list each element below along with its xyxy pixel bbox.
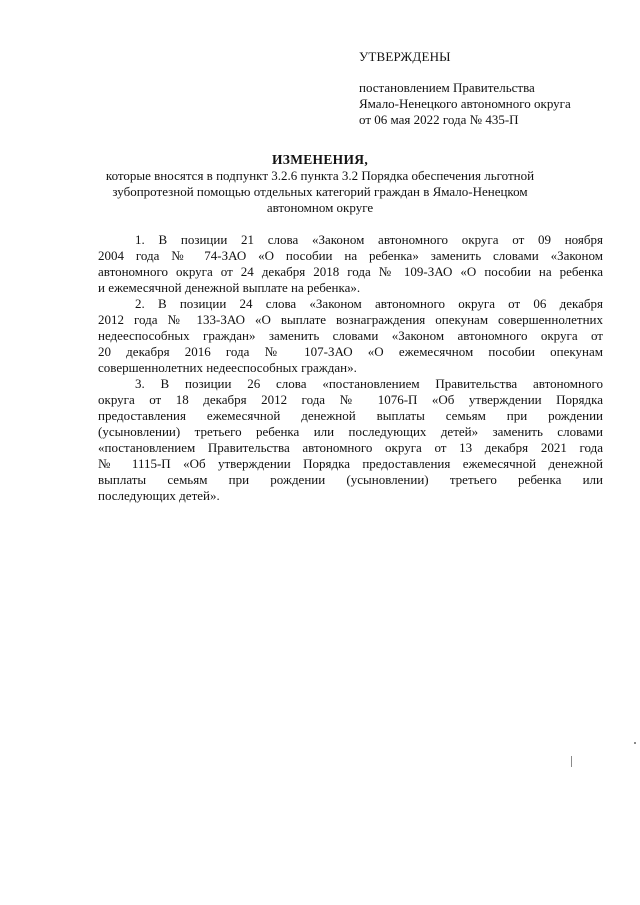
body-line: и ежемесячной денежной выплате на ребенка». xyxy=(98,280,361,295)
approval-line: постановлением Правительства xyxy=(359,80,535,95)
scan-mark xyxy=(571,756,572,767)
body-line: «постановлением Правительства автономного округа от 13 декабря 2021 года xyxy=(98,440,603,455)
body-line: 2. В позиции 24 слова «Законом автономного округа от 06 декабря xyxy=(135,296,603,311)
body-line: совершеннолетних недееспособных граждан». xyxy=(98,360,357,375)
body-line: автономного округа от 24 декабря 2018 года № 109-ЗАО «О пособии на ребенка xyxy=(98,264,603,279)
scan-dot xyxy=(634,742,636,744)
body-line: выплаты семьям при рождении (усыновлении) третьего ребенка или xyxy=(98,472,603,487)
body-line: (усыновлении) третьего ребенка или последующих детей» заменить словами xyxy=(98,424,603,439)
body-line: недееспособных граждан» заменить словами «Законом автономного округа от xyxy=(98,328,603,343)
approval-heading: УТВЕРЖДЕНЫ xyxy=(359,49,451,64)
body-line: 3. В позиции 26 слова «постановлением Правительства автономного xyxy=(135,376,603,391)
body-line: 2012 года № 133-ЗАО «О выплате вознаграждения опекунам совершеннолетних xyxy=(98,312,603,327)
body-line: 1. В позиции 21 слова «Законом автономного округа от 09 ноября xyxy=(135,232,603,247)
body-line: 20 декабря 2016 года № 107-ЗАО «О ежемесячном пособии опекунам xyxy=(98,344,603,359)
body-line: округа от 18 декабря 2012 года № 1076-П «Об утверждении Порядка xyxy=(98,392,603,407)
subtitle-line: которые вносятся в подпункт 3.2.6 пункта 3.2 Порядка обеспечения льготной xyxy=(105,168,535,183)
subtitle-line: зубопротезной помощью отдельных категорий граждан в Ямало-Ненецком xyxy=(112,184,528,199)
subtitle-line: автономном округе xyxy=(266,200,374,215)
body-line: № 1115-П «Об утверждении Порядка предоставления ежемесячной денежной xyxy=(98,456,603,471)
document-title: ИЗМЕНЕНИЯ, xyxy=(271,152,368,167)
body-line: последующих детей». xyxy=(98,488,220,503)
body-line: 2004 года № 74-ЗАО «О пособии на ребенка» заменить словами «Законом xyxy=(98,248,603,263)
approval-line: от 06 мая 2022 года № 435-П xyxy=(359,112,519,127)
approval-line: Ямало-Ненецкого автономного округа xyxy=(359,96,571,111)
body-line: предоставления ежемесячной денежной выплаты семьям при рождении xyxy=(98,408,603,423)
